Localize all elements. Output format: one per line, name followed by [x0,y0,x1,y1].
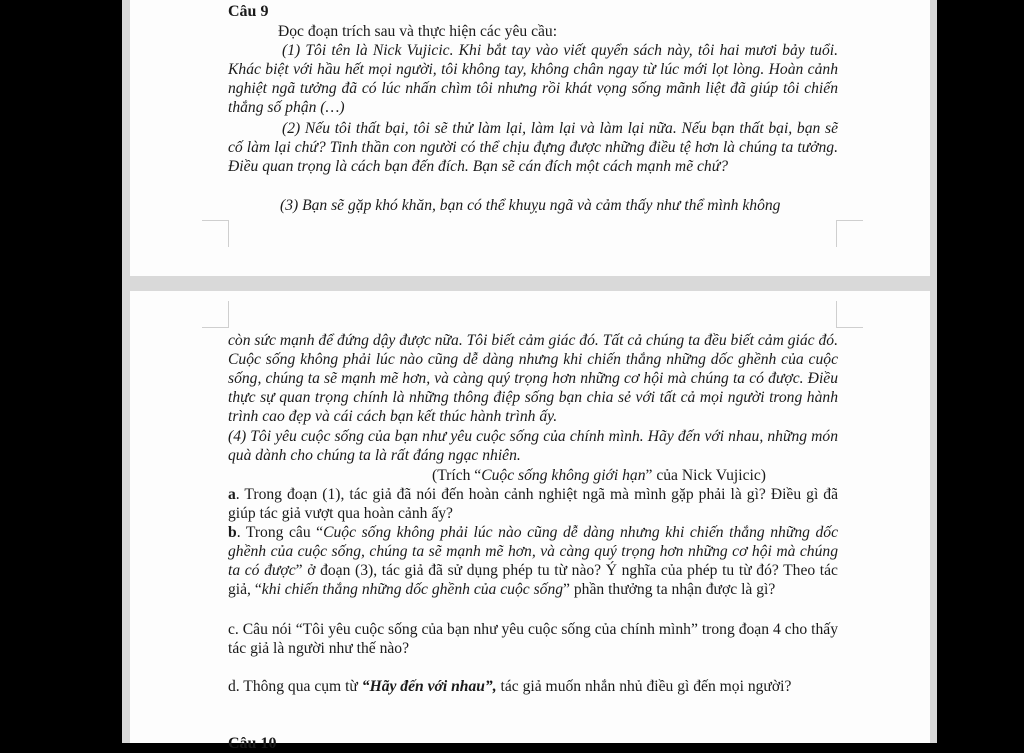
question-a [228,485,838,523]
question-10-heading: Câu 10 [228,735,277,752]
question-b-pre: . Trong câu “ [236,524,324,541]
passage-paragraph-3-end: còn sức mạnh để đứng dậy được nữa. Tôi biết cảm giác đó. Tất cả chúng ta đều biết cảm giác đó. Cuộc sống không phải lúc nào cũng dễ dàng nhưng khi chiến thắng những dốc ghềnh của cuộc sống, chúng ta sẽ mạnh mẽ hơn, và càng quý trọng hơn những cơ hội mà chúng ta có được. Điều thực sự quan trọng chính là những thông điệp sống bạn chia sẻ với tất cả mọi người trong hành trình cao đẹp và cái cách bạn kết thúc hành trình ấy. [228,332,838,425]
source-citation [228,466,838,485]
question-d [228,677,838,696]
passage-paragraph-2: (2) Nếu tôi thất bại, tôi sẽ thử làm lại, làm lại và làm lại nữa. Nếu bạn thất bại, bạn sẽ cố làm lại chứ? Tinh thần con người có thể chịu đựng được những điều tệ hơn là chúng ta tưởng. Điều quan trọng là cách bạn đến đích. Bạn sẽ cán đích một cách mạnh mẽ chứ? [228,120,838,175]
question-b-quote: Cuộc sống không phải lúc nào cũng dễ dàng nhưng khi chiến thắng những dốc ghềnh của cuộc sống, chúng ta sẽ mạnh mẽ hơn, và càng quý trọng hơn những cơ hội mà chúng ta có được [228,524,839,579]
question-b-mid: ” ở đoạn (3), tác giả đã sử dụng phép tu từ nào? Ý nghĩa của phép tu từ đó? Theo tác giả, “ [228,562,838,598]
question-b-label: b [228,524,237,541]
question-b-end: ” phần thưởng ta nhận được là gì? [563,581,776,598]
margin-marker [836,301,863,328]
question-d-pre: d. Thông qua cụm từ [228,678,362,695]
margin-marker [202,301,229,328]
passage-paragraph-1: (1) Tôi tên là Nick Vujicic. Khi bắt tay vào viết quyển sách này, tôi hai mươi bảy tuổi. Khác biệt với hầu hết mọi người, tôi không tay, không chân ngay từ lúc mới lọt lòng. Hoàn cảnh nghiệt ngã tưởng đã có lúc nhấn chìm tôi nhưng rồi khát vọng sống mãnh liệt đã giúp tôi chiến thắng số phận (…) [228,42,838,116]
passage-paragraph-4: (4) Tôi yêu cuộc sống của bạn như yêu cuộc sống của chính mình. Hãy đến với nhau, những món quà dành cho chúng ta là rất đáng ngạc nhiên. [228,428,838,464]
document-workspace[interactable] [122,0,937,752]
question-d-post: tác giả muốn nhắn nhủ điều gì đến mọi người? [496,678,792,695]
margin-marker [836,220,863,247]
question-b-quote-2: khi chiến thắng những dốc ghềnh của cuộc sống [261,581,564,598]
source-prefix: (Trích “ [432,467,482,484]
question-a-label: a [228,486,236,503]
question-b [228,523,838,599]
source-suffix: ” của Nick Vujicic) [645,467,766,484]
question-d-phrase: “Hãy đến với nhau”, [361,678,497,695]
source-title: Cuộc sống không giới hạn [481,467,646,484]
passage-paragraph-3-start: (3) Bạn sẽ gặp khó khăn, bạn có thể khuỵu ngã và cảm thấy như thể mình không [280,197,781,214]
instruction-text: Đọc đoạn trích sau và thực hiện các yêu cầu: [278,23,558,40]
question-9-heading: Câu 9 [228,3,269,20]
question-c: c. Câu nói “Tôi yêu cuộc sống của bạn như yêu cuộc sống của chính mình” trong đoạn 4 cho thấy tác giả là người như thế nào? [228,621,838,657]
document-page-1 [130,0,930,276]
margin-marker [202,220,229,247]
question-a-text: . Trong đoạn (1), tác giả đã nói đến hoàn cảnh nghiệt ngã mà mình gặp phải là gì? Điều gì đã giúp tác giả vượt qua hoàn cảnh ấy? [228,486,838,522]
document-page-2 [130,291,930,752]
